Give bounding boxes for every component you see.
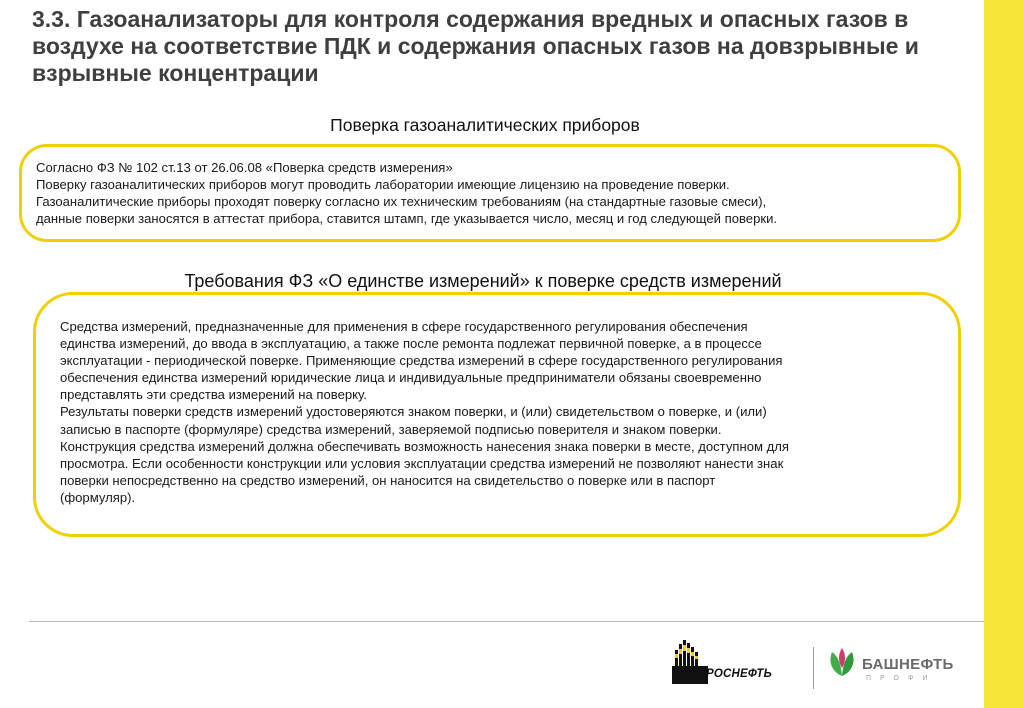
- section2-line: поверки непосредственно на средство измерений, он наносится на свидетельство о поверке или в паспорт: [60, 472, 716, 488]
- section1-box: [19, 144, 961, 242]
- section1-line: Согласно ФЗ № 102 ст.13 от 26.06.08 «Поверка средств измерения»: [36, 160, 453, 175]
- section1-line: Газоаналитические приборы проходят поверку согласно их техническим требованиям (на стандартные газовые смеси),: [36, 194, 767, 209]
- section2-line: Конструкция средства измерений должна обеспечивать возможность нанесения знака поверки в месте, доступном для: [60, 438, 789, 454]
- section2-line: обеспечения единства измерений юридические лица и индивидуальные предприниматели обязаны своевременно: [60, 370, 762, 386]
- section2-line: просмотра. Если особенности конструкции или условия эксплуатации средства измерений не позволяют нанести знак: [60, 455, 784, 471]
- section1-heading: Поверка газоаналитических приборов: [330, 115, 640, 135]
- logo-divider: [813, 647, 814, 689]
- bashneft-logo-text: БАШНЕФТЬ: [862, 656, 954, 673]
- section2-line: Средства измерений, предназначенные для применения в сфере государственного регулирования обеспечения: [60, 319, 748, 334]
- section2-box: [33, 292, 961, 537]
- rosneft-logo-text: РОСНЕФТЬ: [706, 668, 772, 680]
- bashneft-logo-subtext: ПРОФИ: [866, 675, 937, 682]
- section1-line: Поверку газоаналитических приборов могут проводить лаборатории имеющие лицензию на проведение поверки.: [36, 177, 730, 192]
- section2-heading: Требования ФЗ «О единстве измерений» к поверке средств измерений: [184, 271, 782, 291]
- section2-line: записью в паспорте (формуляре) средства измерений, заверяемой подписью поверителя и знаком поверки.: [60, 421, 722, 437]
- bashneft-logo-icon: [826, 646, 858, 678]
- section2-line: Результаты поверки средств измерений удостоверяются знаком поверки, и (или) свидетельством о поверке, и (или): [60, 404, 767, 420]
- footer-divider-line: [29, 621, 984, 622]
- section2-line: (формуляр).: [60, 489, 136, 505]
- rosneft-logo: [672, 640, 797, 684]
- section2-line: эксплуатации - периодической поверке. Применяющие средства измерений в сфере государственного регулирования: [60, 353, 783, 369]
- yellow-side-bar: [984, 0, 1024, 708]
- section2-line: представлять эти средства измерений на поверку.: [60, 387, 367, 403]
- slide-title: 3.3. Газоанализаторы для контроля содержания вредных и опасных газов в воздухе на соответствие ПДК и содержания опасных газов на довзрывные и взрывные концентрации: [32, 6, 919, 86]
- rosneft-logo-icon: [672, 640, 708, 684]
- section1-line: данные поверки заносятся в аттестат прибора, ставится штамп, где указывается число, месяц и год следующей поверки.: [36, 211, 778, 226]
- bashneft-logo: [826, 644, 976, 688]
- section2-line: единства измерений, до ввода в эксплуатацию, а также после ремонта подлежат первичной поверке, а в процессе: [60, 336, 762, 352]
